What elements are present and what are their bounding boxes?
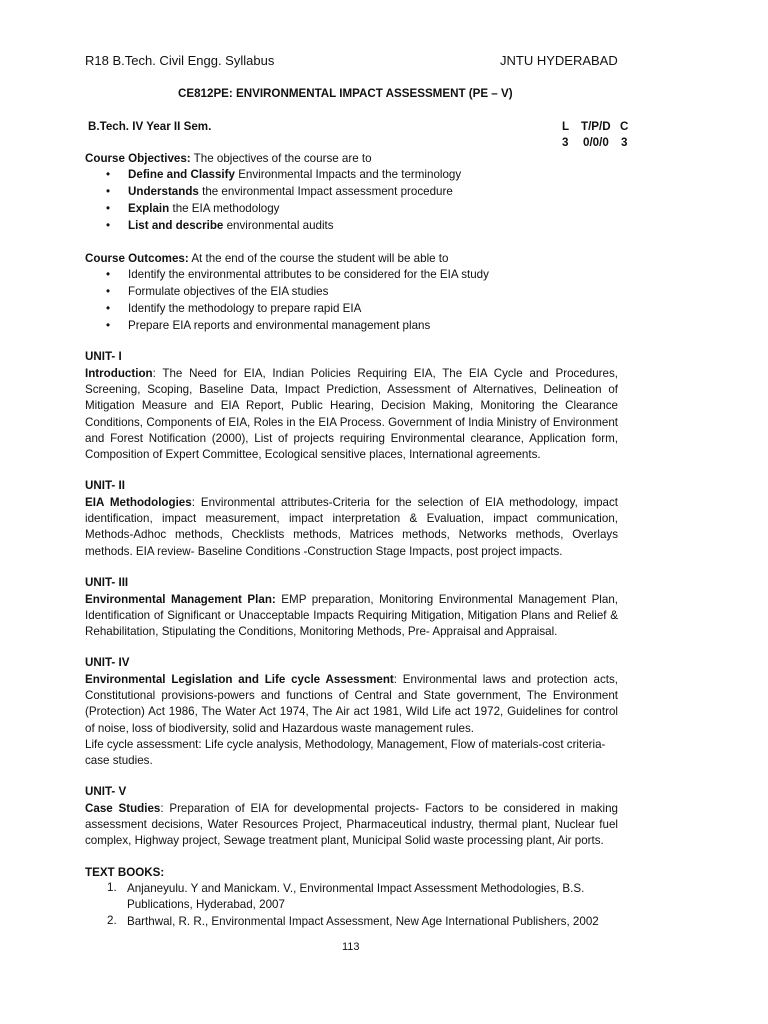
unit-extra: Life cycle assessment: Life cycle analysis, Methodology, Management, Flow of materials-cost criteria-case studies. [85, 738, 606, 768]
unit-body: Case Studies: Preparation of EIA for developmental projects- Factors to be considered in making assessment decisions, Water Resources Project, Pharmaceutical industry, thermal plant, Nuclear fuel complex, Highway project, Sewage treatment plant, Municipal Solid waste processing plant, Air ports. [85, 802, 619, 848]
running-header-left: R18 B.Tech. Civil Engg. Syllabus [85, 53, 275, 68]
ltp-l-value: 3 [562, 136, 569, 149]
unit-heading: UNIT- II [85, 479, 125, 492]
running-header-right: JNTU HYDERABAD [500, 53, 618, 68]
unit-heading: UNIT- V [85, 785, 127, 798]
unit-body: Environmental Management Plan: EMP preparation, Monitoring Environmental Management Plan, Identification of Significant or Unacceptable Impacts Requiring Mitigation, Mitigation Plans and Relief & Rehabilitation, Stipulating the Conditions, Monitoring Methods, Pre- Appraisal and Appraisal. [85, 593, 619, 639]
ltp-tpd-value: 0/0/0 [583, 136, 609, 149]
reference-item: Anjaneyulu. Y and Manickam. V., Environmental Impact Assessment Methodologies, B.S. Publications, Hyderabad, 2007 [127, 882, 585, 912]
outcomes-heading: Course Outcomes: At the end of the course the student will be able to [85, 252, 449, 265]
semester-label: B.Tech. IV Year II Sem. [88, 120, 212, 133]
bullet-icon: • [106, 168, 111, 181]
bullet-icon: • [106, 302, 111, 315]
bullet-icon: • [106, 202, 111, 215]
outcome-item: Prepare EIA reports and environmental management plans [128, 319, 431, 332]
bullet-icon: • [106, 285, 111, 298]
unit-heading: UNIT- IV [85, 656, 130, 669]
course-title: CE812PE: ENVIRONMENTAL IMPACT ASSESSMENT (PE – V) [178, 87, 513, 100]
textbooks-heading: TEXT BOOKS: [85, 866, 165, 879]
unit-body: EIA Methodologies: Environmental attributes-Criteria for the selection of EIA methodology, impact identification, impact measurement, impact interpretation & Evaluation, impact communication, Methods-Adhoc methods, Checklists methods, Matrices methods, Networks methods, Overlays methods. EIA review- Baseline Conditions -Construction Stage Impacts, post project impacts. [85, 496, 618, 558]
objectives-heading: Course Objectives: The objectives of the course are to [85, 152, 372, 165]
objective-item: Explain the EIA methodology [128, 202, 280, 215]
reference-item: Barthwal, R. R., Environmental Impact Assessment, New Age International Publishers, 2002 [127, 915, 599, 928]
ltp-tpd: T/P/D [581, 120, 611, 133]
bullet-icon: • [106, 268, 111, 281]
unit-heading: UNIT- III [85, 576, 129, 589]
objective-item: Understands the environmental Impact assessment procedure [128, 185, 453, 198]
bullet-icon: • [106, 185, 111, 198]
reference-number: 1. [107, 881, 117, 894]
unit-body: Introduction: The Need for EIA, Indian Policies Requiring EIA, The EIA Cycle and Procedures, Screening, Scoping, Baseline Data, Impact Prediction, Assessment of Alternatives, Delineation of Mitigation Measure and EIA Report, Public Hearing, Decision Making, Monitoring the Clearance Conditions, Components of EIA, Roles in the EIA Process. Government of India Ministry of Environment and Forest Notification (2000), List of projects requiring Environmental clearance, Application form, Composition of Expert Committee, Ecological sensitive places, International agreements. [85, 367, 618, 462]
bullet-icon: • [106, 219, 111, 232]
unit-body: Environmental Legislation and Life cycle Assessment: Environmental laws and protection acts, Constitutional provisions-powers and functions of Central and State government, The Environment (Protection) Act 1986, The Water Act 1974, The Air act 1981, Wild Life act 1972, Guidelines for control of noise, loss of biodiversity, solid and Hazardous waste management rules. [85, 673, 619, 735]
bullet-icon: • [106, 319, 111, 332]
outcome-item: Identify the methodology to prepare rapid EIA [128, 302, 362, 315]
reference-number: 2. [107, 914, 117, 927]
outcome-item: Identify the environmental attributes to be considered for the EIA study [128, 268, 489, 281]
objective-item: Define and Classify Environmental Impacts and the terminology [128, 168, 462, 181]
ltp-c-value: 3 [621, 136, 628, 149]
objective-item: List and describe environmental audits [128, 219, 334, 232]
outcome-item: Formulate objectives of the EIA studies [128, 285, 329, 298]
ltp-l: L [562, 120, 570, 133]
page-number: 113 [342, 941, 360, 953]
ltp-c: C [620, 120, 629, 133]
unit-heading: UNIT- I [85, 350, 122, 363]
